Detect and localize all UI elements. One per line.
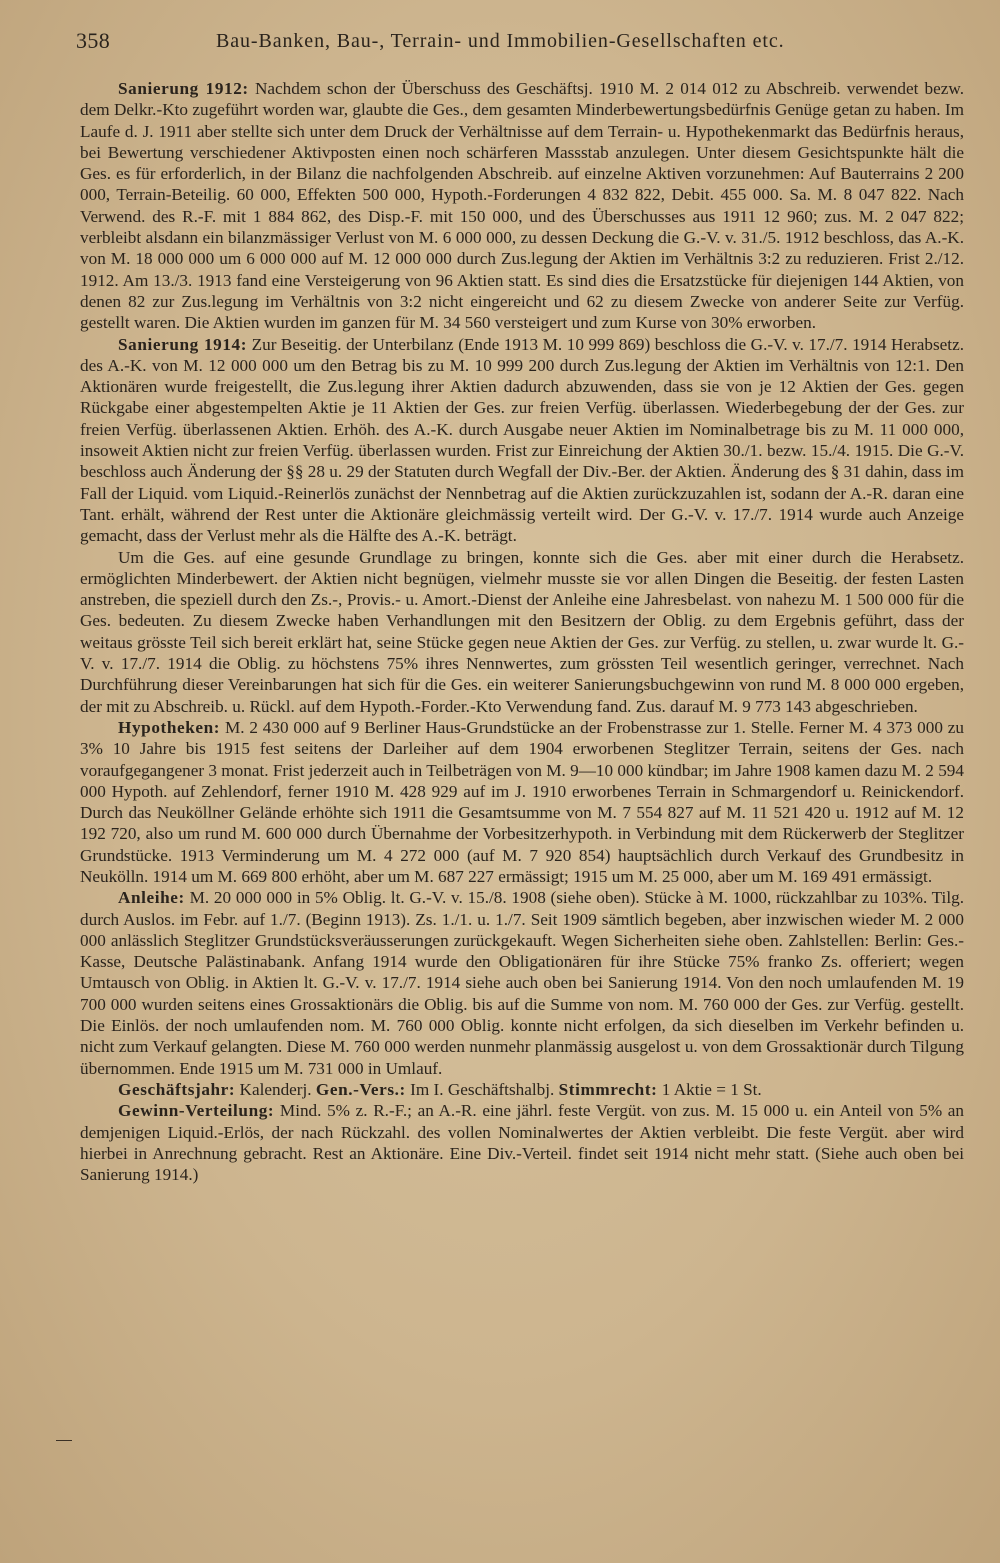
section-label: Sanierung 1914:: [118, 334, 248, 354]
section-label: Gewinn-Verteilung:: [118, 1101, 275, 1121]
section-gewinn-verteilung: [80, 1100, 964, 1185]
section-geschaeftsjahr: [80, 1079, 964, 1100]
page-header: [76, 28, 956, 56]
section-text: Kalenderj.: [235, 1079, 316, 1099]
section-hypotheken: [80, 717, 964, 887]
section-sanierung-1914: [80, 334, 964, 547]
page-body: [80, 78, 964, 1523]
section-anleihe: [80, 887, 964, 1079]
section-text: M. 20 000 000 in 5% Oblig. lt. G.-V. v. 15./8. 1908 (siehe oben). Stücke à M. 1000, rückzahlbar zu 103%. Tilg. durch Auslos. im Febr. auf 1./7. (Beginn 1913). Zs. 1./1. u. 1./7. Seit 1909 sämtlich begeben, aber inzwischen wieder M. 2 000 000 anlässlich Steglitzer Grundstücksveräusserungen zurückgekauft. Wegen Sicherheiten siehe oben. Zahlstellen: Berlin: Ges.-Kasse, Deutsche Palästinabank. Anfang 1914 wurde den Obligationären für ihre Stücke 75% franko Zs. offeriert; wegen Umtausch von Oblig. in Aktien lt. G.-V. v. 17./7. 1914 siehe auch oben bei Sanierung 1914. Von den noch umlaufenden M. 19 700 000 wurden seitens eines Grossaktionärs die Oblig. bis auf die Summe von nom. M. 760 000 der Ges. zur Verfüg. gestellt. Die Einlös. der noch umlaufenden nom. M. 760 000 Oblig. konnte nicht erfolgen, da sich dieselben im Verkehr befinden u. nicht zum Verkauf gelangten. Diese M. 760 000 werden nunmehr planmässig ausgelost u. von dem Grossaktionär durch Tilgung übernommen. Ende 1915 um M. 731 000 in Umlauf.: [80, 888, 964, 1078]
section-text: Nachdem schon der Überschuss des Geschäftsj. 1910 M. 2 014 012 zu Abschreib. verwendet bezw. dem Delkr.-Kto zugeführt worden war, glaubte die Ges., dem gesamten Minderbewertungsbedürfnis Genüge getan zu haben. Im Laufe d. J. 1911 aber stellte sich unter dem Druck der Verhältnisse auf dem Terrain- u. Hypothekenmarkt das Bedürfnis heraus, bei Bewertung verschiedener Aktivposten einen noch schärferen Massstab anzulegen. Unter diesem Gesichtspunkte hält die Ges. es für erforderlich, in der Bilanz die nachfolgenden Abschreib. auf einzelne Aktiven vorzunehmen: Auf Bauterrains 2 200 000, Terrain-Beteilig. 60 000, Effekten 500 000, Hypoth.-Forderungen 4 832 822, Debit. 455 000. Sa. M. 8 047 822. Nach Verwend. des R.-F. mit 1 884 862, des Disp.-F. mit 150 000, und des Überschusses aus 1911 12 960; zus. M. 2 047 822; verbleibt alsdann ein bilanzmässiger Verlust von M. 6 000 000, zu dessen Deckung die G.-V. v. 31./5. 1912 beschloss, das A.-K. von M. 18 000 000 um 6 000 000 auf M. 12 000 000 durch Zus.legung der Aktien im Verhältnis 3:2 zu reduzieren. Frist 2./12. 1912. Am 13./3. 1913 fand eine Versteigerung von 96 Aktien statt. Es sind dies die Ersatzstücke für diejenigen 144 Aktien, von denen 82 zur Zus.legung im Verhältnis von 3:2 nicht eingereicht und 62 zu diesem Zwecke von anderer Seite zur Verfüg. gestellt waren. Die Aktien wurden im ganzen für M. 34 560 versteigert und zum Kurse von 30% erworben.: [80, 79, 964, 333]
section-text: Im I. Geschäftshalbj.: [405, 1079, 559, 1099]
section-text: M. 2 430 000 auf 9 Berliner Haus-Grundstücke an der Frobenstrasse zur 1. Stelle. Ferner M. 4 373 000 zu 3% 10 Jahre bis 1915 fest seitens der Darleiher auf dem 1904 erworbenen Steglitzer Terrain, seitens der Ges. nach voraufgegangener 3 monat. Frist jederzeit auch in Teilbeträgen von M. 9—10 000 kündbar; im Jahre 1908 kamen dazu M. 2 594 000 Hypoth. auf Zehlendorf, ferner 1910 M. 428 929 auf im J. 1910 erworbenes Terrain in Schmargendorf u. Reinickendorf. Durch das Neuköllner Gelände erhöhte sich 1911 die Gesamtsumme von M. 7 554 827 auf M. 11 521 420 u. 1912 auf M. 12 192 720, also um rund M. 600 000 durch Übernahme der Vorbesitzerhypoth. in Verbindung mit dem Rückerwerb der Steglitzer Grundstücke. 1913 Verminderung um M. 4 272 000 (auf M. 7 920 854) hauptsächlich durch Verkauf des Grundbesitz in Neukölln. 1914 um M. 669 800 erhöht, aber um M. 687 227 ermässigt; 1915 um M. 25 000, aber um M. 169 491 ermässigt.: [80, 717, 964, 886]
section-text: Um die Ges. auf eine gesunde Grundlage zu bringen, konnte sich die Ges. aber mit einer durch die Herabsetz. ermöglichten Minderbewert. der Aktien nicht begnügen, vielmehr musste sie vor allen Dingen die Beseitig. der festen Lasten anstreben, die speziell durch den Zs.-, Provis.- u. Amort.-Dienst der Anleihe eine Jahresbelast. von nahezu M. 1 500 000 für die Ges. bedeuten. Zu diesem Zwecke haben Verhandlungen mit den Besitzern der Oblig. zu dem Ergebnis geführt, dass der weitaus grösste Teil sich bereit erklärt hat, seine Stücke gegen neue Aktien der Ges. zur Verfüg. zu stellen, u. zwar wurde lt. G.-V. v. 17./7. 1914 die Oblig. zu höchstens 75% ihres Nennwertes, zum grössten Teil wesentlich geringer, verrechnet. Nach Durchführung dieser Vereinbarungen hat sich für die Ges. ein weiterer Sanierungsbuchgewinn von rund M. 8 000 000 ergeben, der mit zu Abschreib. u. Rückl. auf dem Hypoth.-Forder.-Kto Verwendung fand. Zus. darauf M. 9 773 143 abgeschrieben.: [80, 547, 964, 716]
margin-mark: [56, 1440, 72, 1441]
section-text: 1 Aktie = 1 St.: [657, 1079, 762, 1099]
section-label: Geschäftsjahr:: [118, 1079, 236, 1099]
section-text: Zur Beseitig. der Unterbilanz (Ende 1913 M. 10 999 869) beschloss die G.-V. v. 17./7. 1914 Herabsetz. des A.-K. von M. 12 000 000 um den Betrag bis zu M. 10 999 200 durch Zus.legung der Aktien im Verhältnis von 12:1. Den Aktionären wurde freigestellt, die Zus.legung ihrer Aktien dadurch abzuwenden, dass sie von je 12 Aktien der Ges. gegen Rückgabe einer abgestempelten Aktie je 11 Aktien der Ges. zur freien Verfüg. überlassen. Wiederbegebung der der Ges. zur freien Verfüg. überlassenen Aktien. Erhöh. des A.-K. durch Ausgabe neuer Aktien im Nominalbetrage bis zu M. 11 000 000, insoweit Aktien nicht zur freien Verfüg. überlassen wurden. Frist zur Einreichung der Aktien 30./1. bezw. 15./4. 1915. Die G.-V. beschloss auch Änderung der §§ 28 u. 29 der Statuten durch Wegfall der Div.-Ber. der Aktien. Änderung des § 31 dahin, dass im Fall der Liquid. vom Liquid.-Reinerlös zunächst der Nennbetrag auf die Aktien zurückzuzahlen ist, sodann der A.-R. daran eine Tant. erhält, während der Rest unter die Aktionäre gleichmässig verteilt wird. Der G.-V. v. 17./7. 1914 wurde auch Anzeige gemacht, dass der Verlust mehr als die Hälfte des A.-K. beträgt.: [80, 334, 964, 546]
section-label-stimmrecht: Stimmrecht:: [558, 1079, 658, 1099]
section-label: Sanierung 1912:: [118, 79, 249, 98]
section-text: Mind. 5% z. R.-F.; an A.-R. eine jährl. feste Vergüt. von zus. M. 15 000 u. ein Anteil von 5% an demjenigen Liquid.-Erlös, der nach Rückzahl. des vollen Nominalwertes der Aktien verbleibt. Die feste Vergüt. aber wird hierbei in Anrechnung gebracht. Rest an Aktionäre. Eine Div.-Verteil. findet seit 1914 nicht mehr statt. (Siehe auch oben bei Sanierung 1914.): [80, 1101, 964, 1185]
section-label-gen-vers: Gen.-Vers.:: [315, 1079, 406, 1099]
page-number: 358: [76, 28, 111, 53]
section-sanierung-continued: [80, 547, 964, 717]
section-label: Anleihe:: [118, 888, 185, 908]
running-title: Bau-Banken, Bau-, Terrain- und Immobilien-Gesellschaften etc.: [216, 30, 785, 52]
section-sanierung-1912: [80, 78, 964, 334]
section-label: Hypotheken:: [118, 717, 221, 737]
